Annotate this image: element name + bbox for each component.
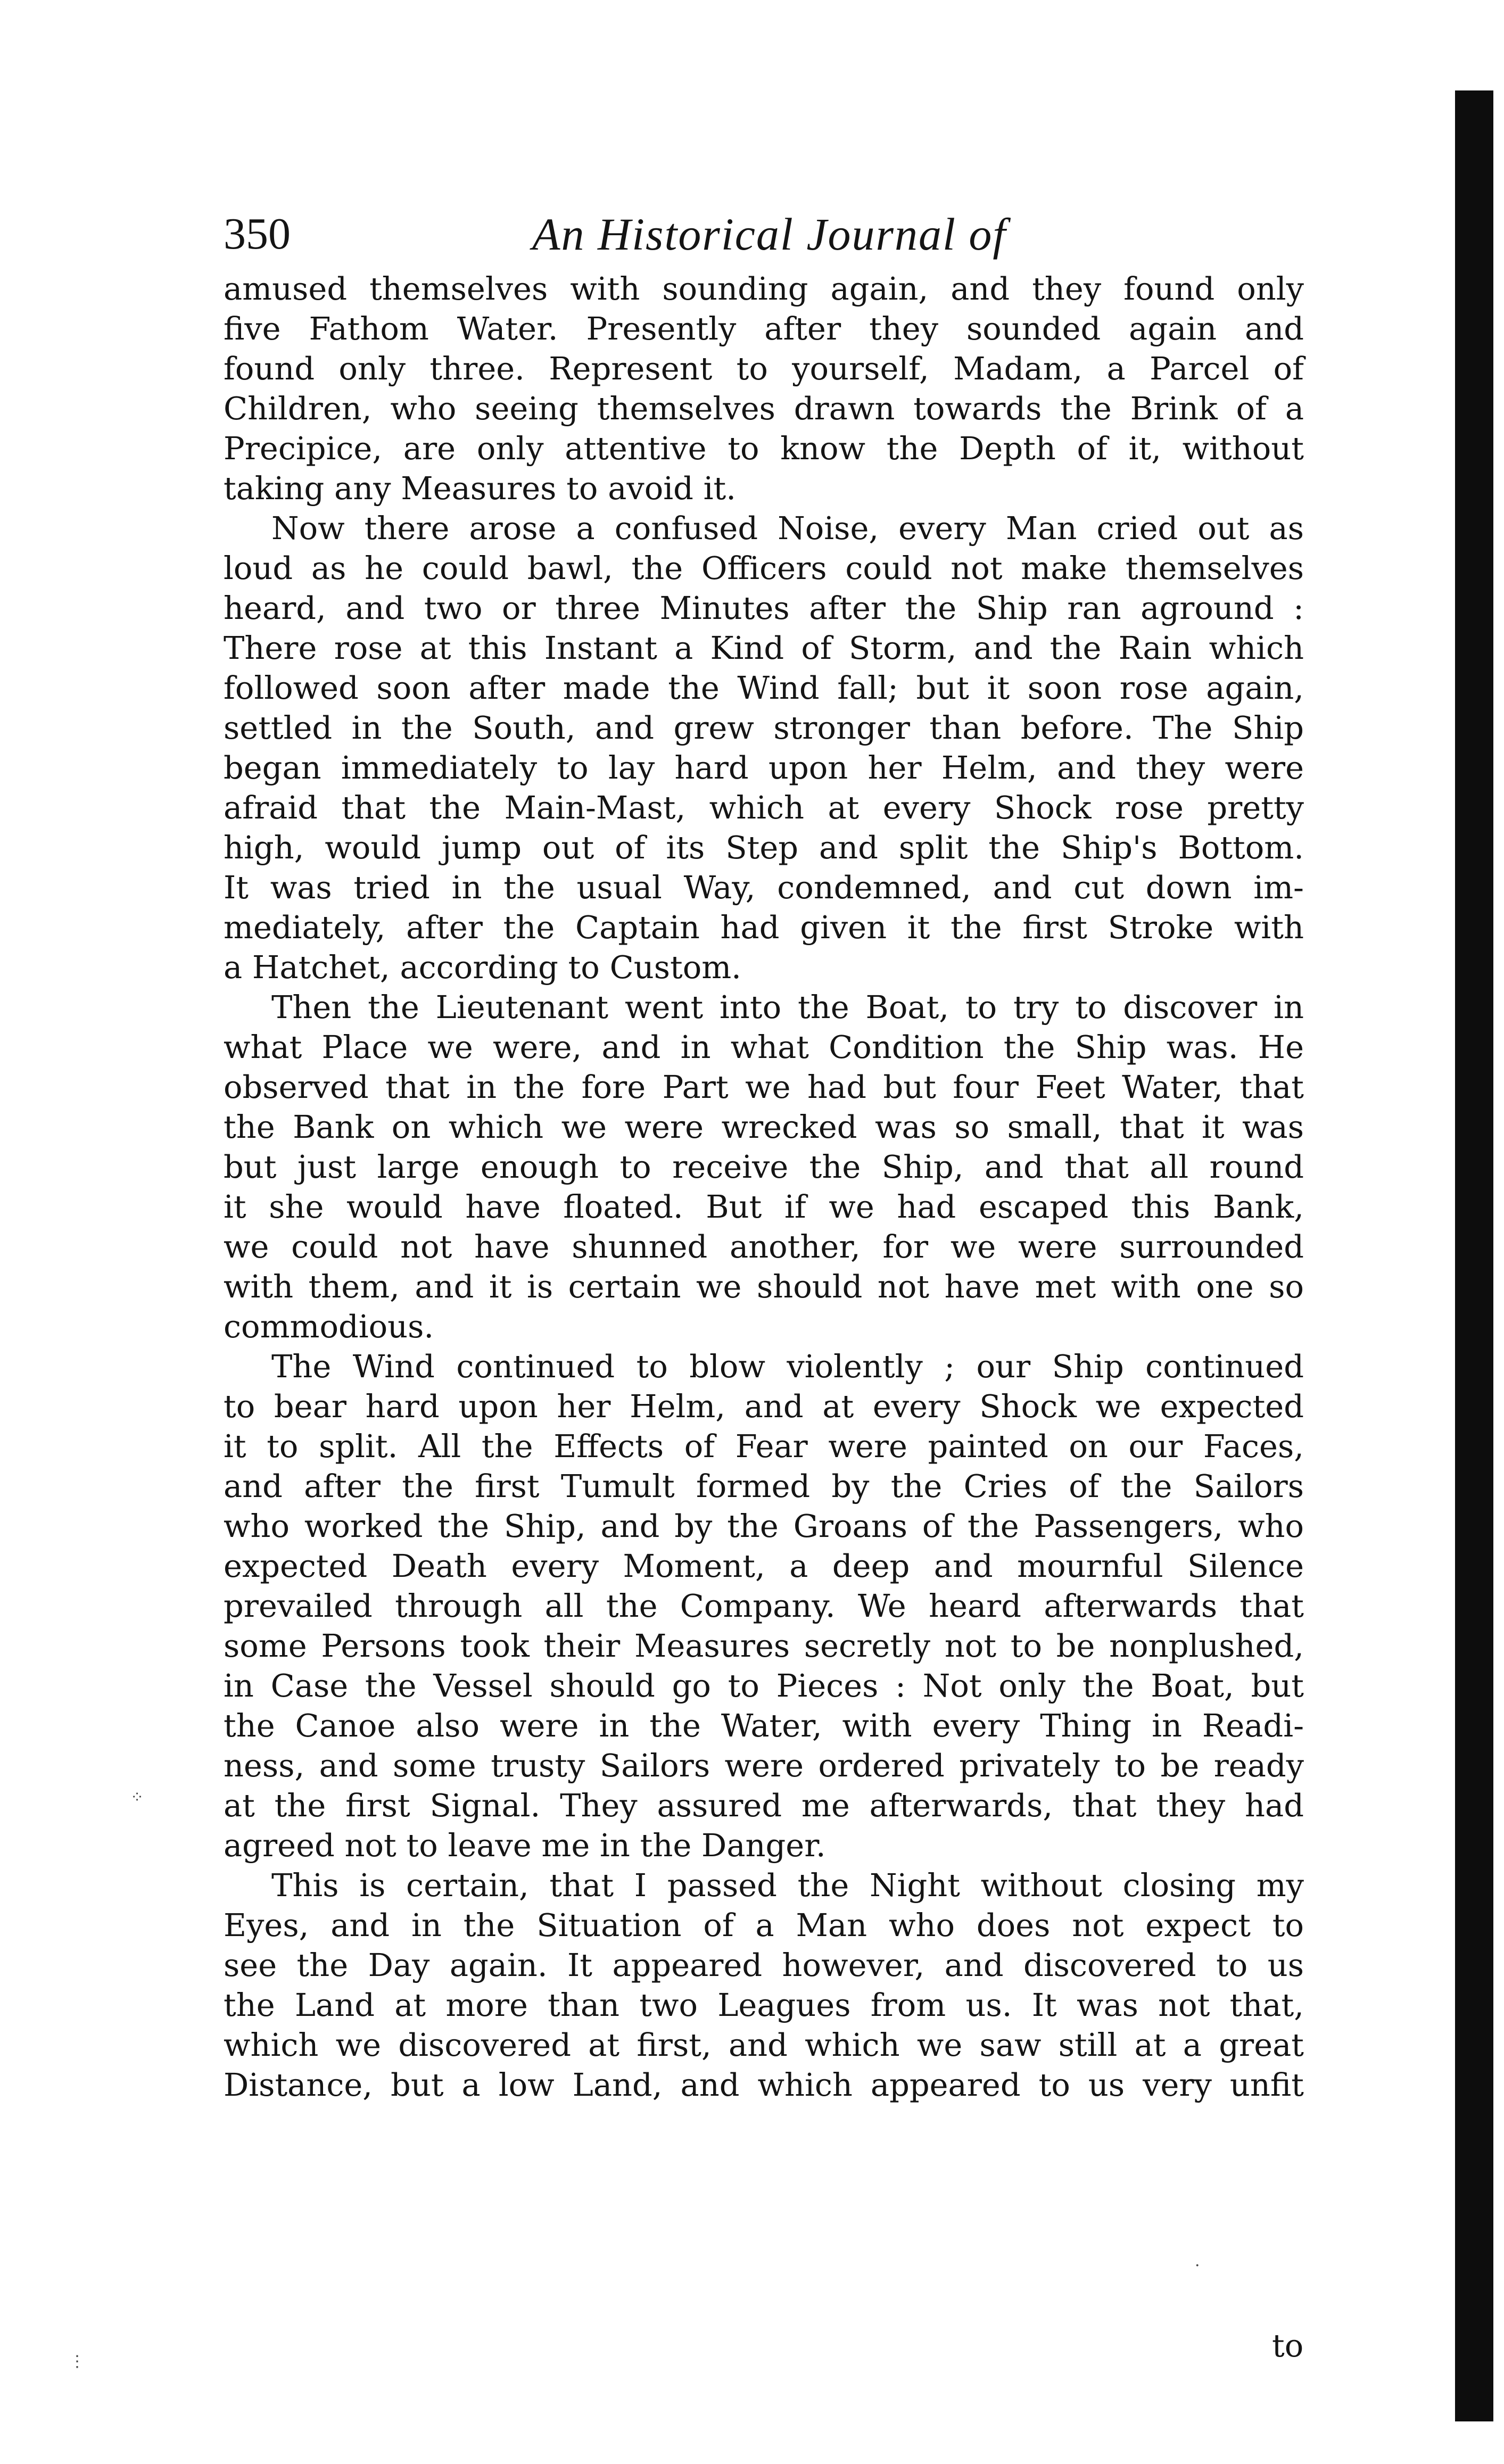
paragraph-1: [224, 269, 1304, 508]
text-line: settled in the South, and grew stronger than before. The Ship: [224, 709, 1304, 746]
text-line: This is certain, that I passed the Night without closing my: [271, 1867, 1304, 1904]
body-text: [224, 269, 1304, 2105]
text-line: afraid that the Main-Mast, which at every Shock rose pretty: [224, 789, 1304, 826]
paragraph-4: [224, 1346, 1304, 1865]
text-line: mediately, after the Captain had given it the first Stroke with: [224, 909, 1304, 946]
text-line: Then the Lieutenant went into the Boat, to try to discover in: [271, 989, 1304, 1026]
text-line: heard, and two or three Minutes after the Ship ran aground :: [224, 590, 1304, 626]
page-edge-shadow: [1455, 90, 1493, 2421]
text-line: and after the first Tumult formed by the Cries of the Sailors: [224, 1468, 1304, 1504]
text-line: to bear hard upon her Helm, and at every Shock we expected: [224, 1388, 1304, 1425]
text-line: ness, and some trusty Sailors were ordered privately to be ready: [224, 1747, 1304, 1784]
text-line: what Place we were, and in what Condition the Ship was. He: [224, 1029, 1304, 1065]
text-line: Precipice, are only attentive to know the Depth of it, without: [224, 430, 1304, 467]
running-title: An Historical Journal of: [532, 209, 1007, 260]
margin-speck: ⁘: [130, 1788, 144, 1807]
text-line: taking any Measures to avoid it.: [224, 470, 736, 507]
text-line: which we discovered at first, and which we saw still at a great: [224, 2027, 1304, 2063]
text-line: with them, and it is certain we should not have met with one so: [224, 1268, 1304, 1305]
text-line: prevailed through all the Company. We heard afterwards that: [224, 1587, 1304, 1624]
text-line: we could not have shunned another, for we were surrounded: [224, 1228, 1304, 1265]
page-header: [224, 205, 1208, 263]
paragraph-5: [224, 1865, 1304, 2105]
text-line: Eyes, and in the Situation of a Man who does not expect to: [224, 1907, 1304, 1944]
margin-speck: ⋮: [69, 2352, 85, 2371]
text-line: at the first Signal. They assured me afterwards, that they had: [224, 1787, 1304, 1824]
paragraph-2: [224, 508, 1304, 987]
text-line: The Wind continued to blow violently ; our Ship continued: [271, 1348, 1304, 1385]
catchword: to: [1272, 2327, 1304, 2364]
text-line: There rose at this Instant a Kind of Storm, and the Rain which: [224, 630, 1304, 666]
text-line: found only three. Represent to yourself, Madam, a Parcel of: [224, 350, 1304, 387]
paragraph-3: [224, 987, 1304, 1346]
text-line: Distance, but a low Land, and which appeared to us very unfit: [224, 2066, 1304, 2103]
text-line: followed soon after made the Wind fall; but it soon rose again,: [224, 669, 1304, 706]
text-line: Children, who seeing themselves drawn towards the Brink of a: [224, 390, 1304, 427]
text-line: agreed not to leave me in the Danger.: [224, 1827, 826, 1864]
text-line: but just large enough to receive the Ship, and that all round: [224, 1148, 1304, 1185]
text-line: commodious.: [224, 1308, 434, 1345]
text-line: five Fathom Water. Presently after they sounded again and: [224, 310, 1304, 347]
text-line: it she would have floated. But if we had escaped this Bank,: [224, 1188, 1304, 1225]
text-line: the Bank on which we were wrecked was so small, that it was: [224, 1109, 1304, 1145]
page-number: 350: [224, 209, 291, 259]
text-line: observed that in the fore Part we had but four Feet Water, that: [224, 1069, 1304, 1105]
text-line: the Canoe also were in the Water, with every Thing in Readi-: [224, 1707, 1304, 1744]
text-line: see the Day again. It appeared however, and discovered to us: [224, 1947, 1304, 1983]
text-line: high, would jump out of its Step and split the Ship's Bottom.: [224, 829, 1304, 866]
text-line: who worked the Ship, and by the Groans of the Passengers, who: [224, 1508, 1304, 1544]
text-line: in Case the Vessel should go to Pieces : Not only the Boat, but: [224, 1667, 1304, 1704]
text-line: loud as he could bawl, the Officers could not make themselves: [224, 550, 1304, 586]
text-line: it to split. All the Effects of Fear were painted on our Faces,: [224, 1428, 1304, 1465]
text-line: the Land at more than two Leagues from us. It was not that,: [224, 1987, 1304, 2023]
text-line: began immediately to lay hard upon her Helm, and they were: [224, 749, 1304, 786]
text-line: expected Death every Moment, a deep and mournful Silence: [224, 1548, 1304, 1584]
text-line: a Hatchet, according to Custom.: [224, 949, 741, 986]
text-line: It was tried in the usual Way, condemned, and cut down im-: [224, 869, 1304, 906]
margin-speck: ·: [1195, 2256, 1200, 2275]
text-line: amused themselves with sounding again, and they found only: [224, 270, 1304, 307]
text-line: some Persons took their Measures secretly not to be nonplushed,: [224, 1627, 1304, 1664]
text-line: Now there arose a confused Noise, every Man cried out as: [271, 510, 1304, 547]
